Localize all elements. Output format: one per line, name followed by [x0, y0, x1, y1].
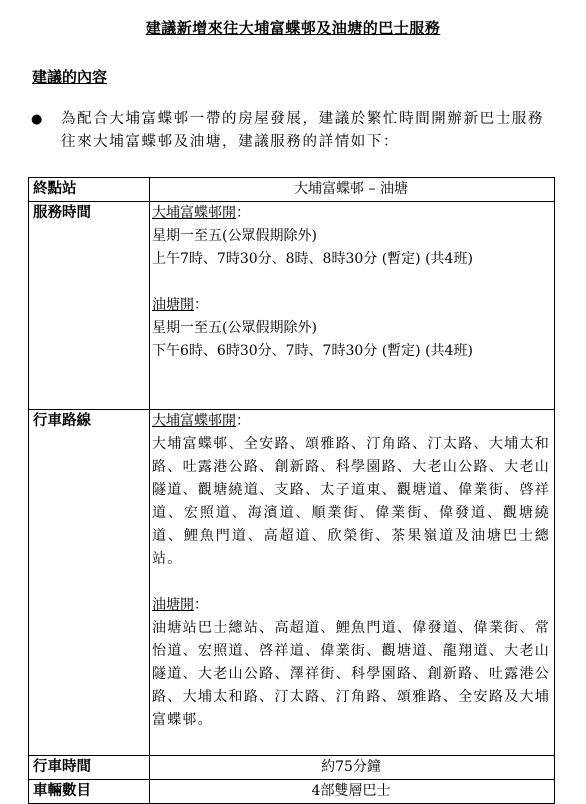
service-hours-label: 服務時間 — [29, 202, 150, 410]
section-heading: 建議的內容 — [32, 68, 108, 86]
bullet-icon: ● — [31, 112, 43, 127]
route-yau-tong-heading: 油塘開 — [152, 597, 194, 613]
hours-fu-tip-heading: 大埔富蝶邨開 — [152, 205, 236, 221]
document-title: 建議新增來往大埔富蝶邨及油塘的巴士服務 — [145, 19, 441, 37]
hours-fu-tip-days: 星期一至五(公眾假期除外) — [152, 228, 317, 244]
route-fu-tip-heading: 大埔富蝶邨開 — [152, 413, 236, 429]
hours-yau-tong-heading-line — [152, 294, 550, 317]
table-row-terminal — [29, 178, 555, 202]
terminal-value: 大埔富蝶邨 – 油塘 — [150, 178, 555, 202]
route-yau-tong-heading-line — [152, 594, 550, 617]
hours-fu-tip-times: 上午7時、7時30分、8時、8時30分 (暫定) (共4班) — [152, 251, 473, 267]
service-hours-value — [150, 202, 555, 410]
hours-yau-tong-days: 星期一至五(公眾假期除外) — [152, 320, 317, 336]
terminal-label: 終點站 — [29, 178, 150, 202]
table-row-service-hours — [29, 202, 555, 410]
spacer — [152, 571, 550, 594]
intro-paragraph: 為配合大埔富蝶邨一帶的房屋發展，建議於繁忙時間開辦新巴士服務往來大埔富蝶邨及油塘，建議服務的詳情如下： — [61, 111, 544, 150]
spacer — [152, 271, 550, 294]
vehicles-value: 4部雙層巴士 — [150, 780, 555, 804]
hours-yau-tong-heading: 油塘開 — [152, 297, 194, 313]
route-yau-tong-colon: ： — [194, 597, 208, 613]
table-row-vehicles — [29, 780, 555, 804]
journey-time-label: 行車時間 — [29, 756, 150, 780]
table-row-journey-time — [29, 756, 555, 780]
vehicles-label: 車輛數目 — [29, 780, 150, 804]
hours-yau-tong-times: 下午6時、6時30分、7時、7時30分 (暫定) (共4班) — [152, 343, 473, 359]
hours-fu-tip-colon: ： — [236, 205, 250, 221]
route-fu-tip-heading-line — [152, 410, 550, 433]
route-fu-tip-colon: ： — [236, 413, 250, 429]
route-label: 行車路線 — [29, 410, 150, 756]
hours-fu-tip-heading-line — [152, 202, 550, 225]
journey-time-value: 約75分鐘 — [150, 756, 555, 780]
route-yau-tong-text: 油塘站巴士總站、高超道、鯉魚門道、偉發道、偉業街、常怡道、宏照道、啓祥道、偉業街、觀塘道、龍翔道、大老山隧道、大老山公路、澤祥街、科學園路、創新路、吐露港公路、大埔太和路、汀太路、汀角路、頌雅路、全安路及大埔富蝶邨。 — [152, 620, 550, 728]
route-value — [150, 410, 555, 756]
table-row-route — [29, 410, 555, 756]
route-fu-tip-text: 大埔富蝶邨、全安路、頌雅路、汀角路、汀太路、大埔太和路、吐露港公路、創新路、科學園路、大老山公路、大老山隧道、觀塘繞道、支路、太子道東、觀塘道、偉業街、啓祥道、宏照道、海濱道、順業街、偉業街、偉發道、觀塘繞道、鯉魚門道、高超道、欣榮街、茶果嶺道及油塘巴士總站。 — [152, 436, 550, 567]
service-details-table — [28, 177, 555, 804]
hours-yau-tong-colon: ： — [194, 297, 208, 313]
